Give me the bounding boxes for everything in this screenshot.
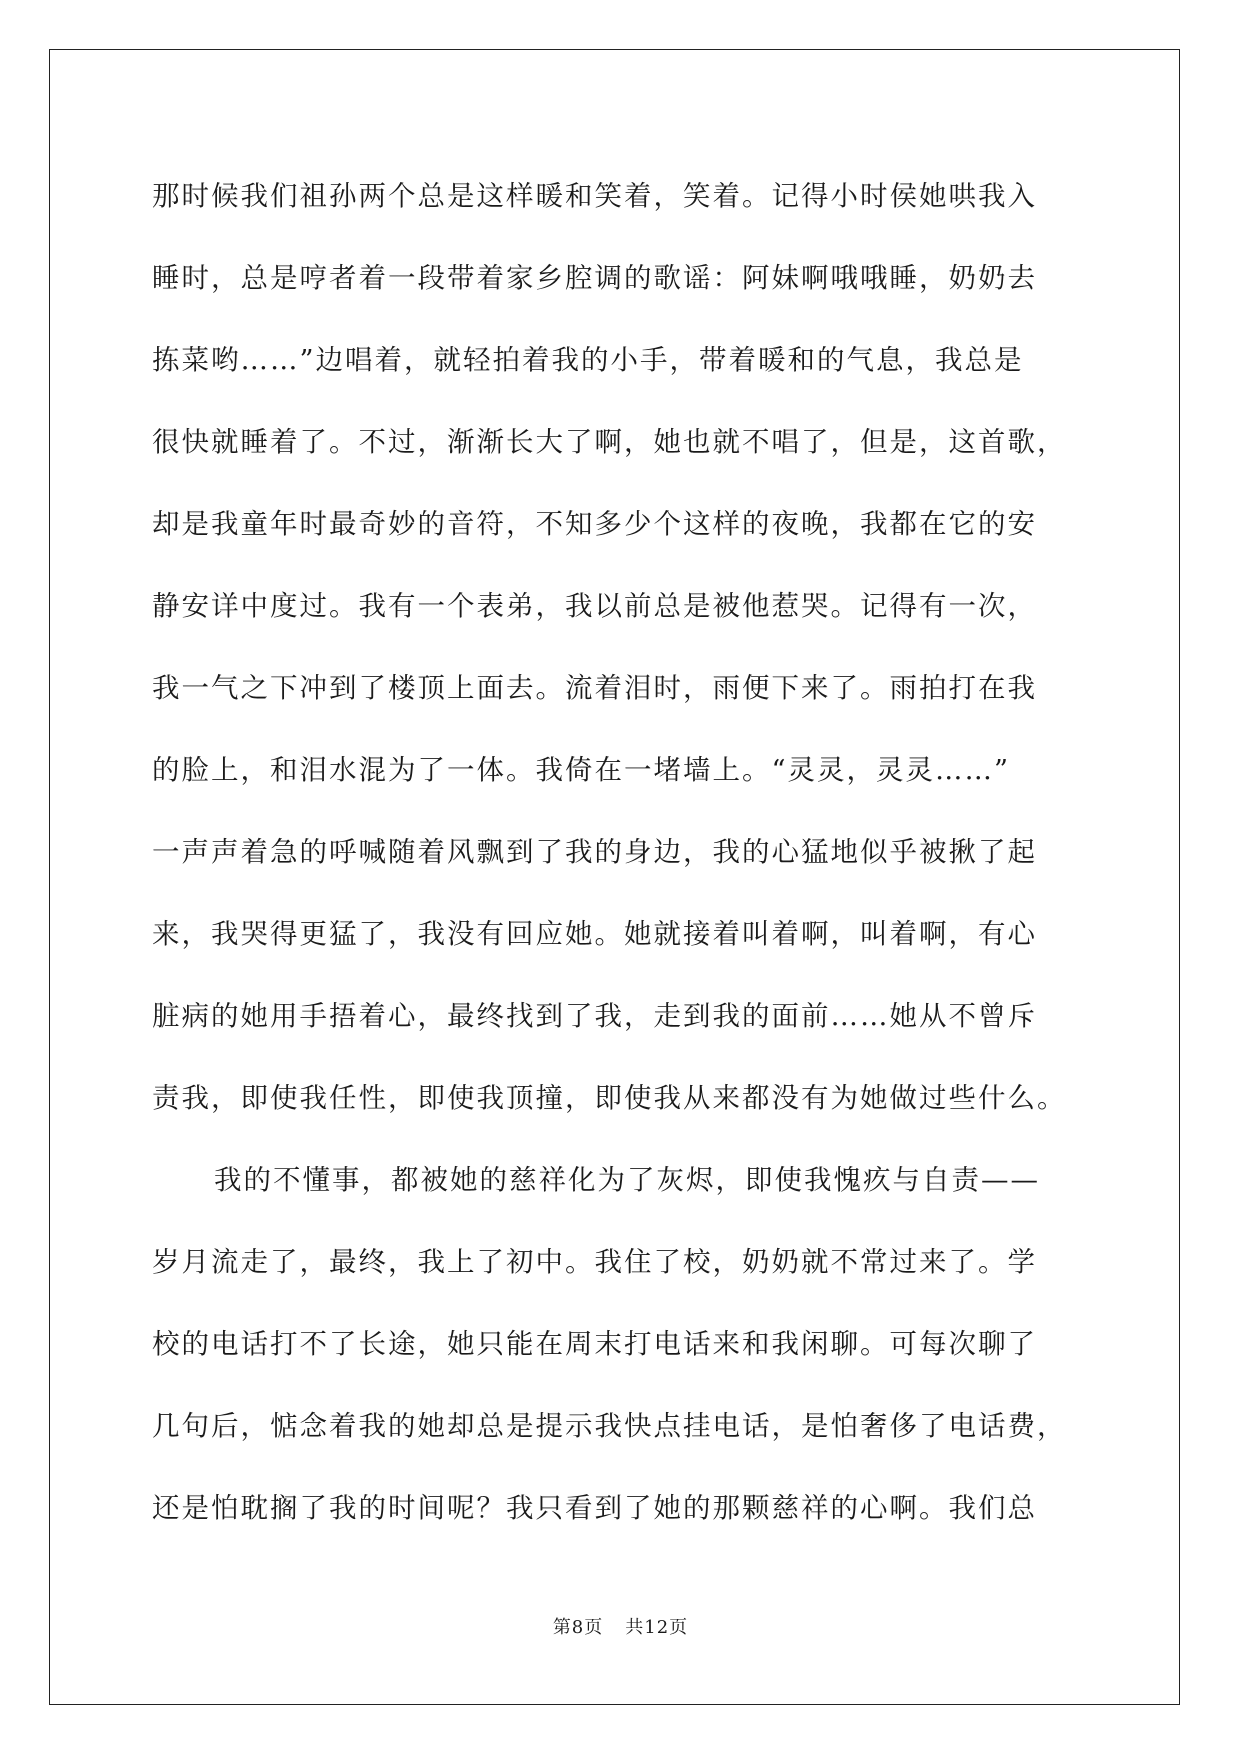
page-number: 第8页	[552, 1617, 604, 1638]
text-line: 我一气之下冲到了楼顶上面去。流着泪时，雨便下来了。雨拍打在我	[152, 672, 1037, 704]
text-line: 却是我童年时最奇妙的音符，不知多少个这样的夜晚，我都在它的安	[152, 508, 1037, 540]
text-line: 那时候我们祖孙两个总是这样暖和笑着，笑着。记得小时侯她哄我入	[152, 180, 1037, 212]
text-line: 睡时，总是哼者着一段带着家乡腔调的歌谣：阿妹啊哦哦睡，奶奶去	[152, 262, 1037, 294]
text-line: 脏病的她用手捂着心，最终找到了我，走到我的面前……她从不曾斥	[152, 1000, 1037, 1032]
text-line: 岁月流走了，最终，我上了初中。我住了校，奶奶就不常过来了。学	[152, 1246, 1037, 1278]
text-line: 的脸上，和泪水混为了一体。我倚在一堵墙上。“灵灵，灵灵……”	[152, 754, 1011, 786]
document-body	[152, 155, 1082, 1549]
text-line: 拣菜哟……”边唱着，就轻拍着我的小手，带着暖和的气息，我总是	[152, 344, 1024, 376]
text-line: 静安详中度过。我有一个表弟，我以前总是被他惹哭。记得有一次，	[152, 590, 1037, 622]
text-line: 一声声着急的呼喊随着风飘到了我的身边，我的心猛地似乎被揪了起	[152, 836, 1037, 868]
text-line: 很快就睡着了。不过，渐渐长大了啊，她也就不唱了，但是，这首歌，	[152, 426, 1067, 458]
text-line: 校的电话打不了长途，她只能在周末打电话来和我闲聊。可每次聊了	[152, 1328, 1037, 1360]
text-line: 还是怕耽搁了我的时间呢？我只看到了她的那颗慈祥的心啊。我们总	[152, 1492, 1037, 1524]
paragraph-start-line: 我的不懂事，都被她的慈祥化为了灰烬，即使我愧疚与自责——	[214, 1164, 1040, 1196]
page-total: 共12页	[625, 1617, 689, 1638]
page-footer	[0, 1613, 1241, 1639]
text-line: 来，我哭得更猛了，我没有回应她。她就接着叫着啊，叫着啊，有心	[152, 918, 1037, 950]
text-line: 责我，即使我任性，即使我顶撞，即使我从来都没有为她做过些什么。	[152, 1082, 1067, 1114]
text-line: 几句后，惦念着我的她却总是提示我快点挂电话，是怕奢侈了电话费，	[152, 1410, 1067, 1442]
